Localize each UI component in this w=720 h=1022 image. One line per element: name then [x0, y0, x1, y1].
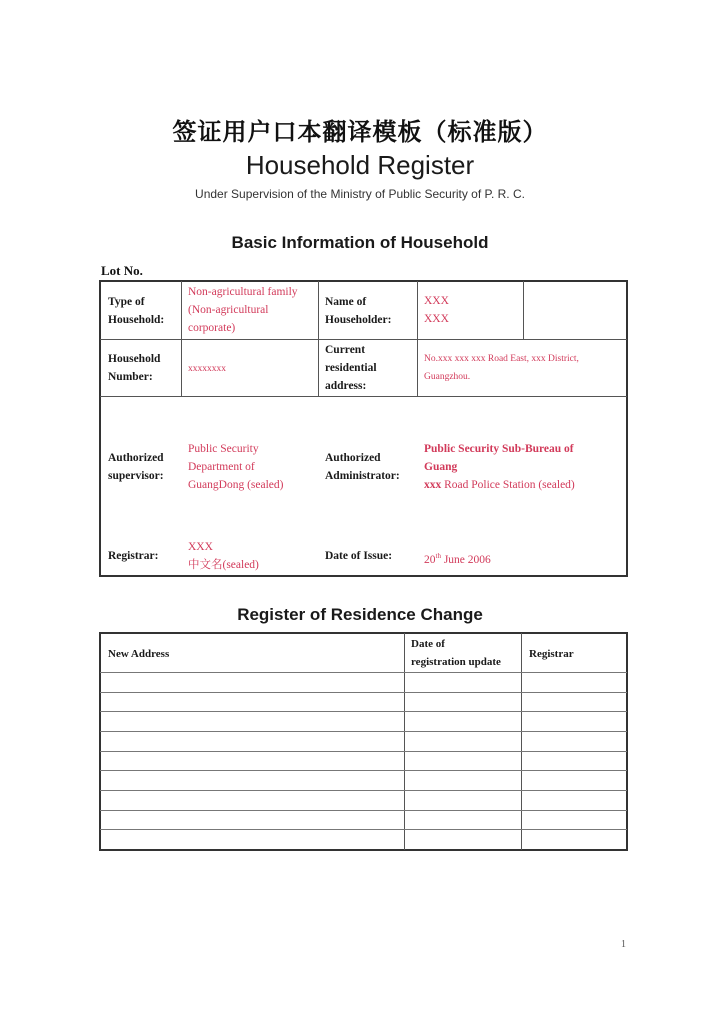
value-line: Public Security — [188, 443, 259, 455]
label-line: residential — [325, 362, 377, 374]
table-row — [100, 810, 627, 811]
type-of-household-label — [108, 293, 164, 329]
table-row — [100, 692, 627, 693]
lot-number-label: Lot No. — [101, 263, 143, 278]
table-row — [100, 829, 627, 830]
value-line: XXX — [424, 295, 449, 307]
basic-info-heading: Basic Information of Household — [231, 233, 489, 252]
chinese-title: 签证用户口本翻译模板（标准版） — [172, 118, 548, 146]
col-divider — [521, 633, 522, 850]
table-row — [100, 751, 627, 752]
current-address-value — [424, 350, 579, 386]
value-line: Non-agricultural family — [188, 286, 298, 298]
column-header-registrar: Registrar — [529, 648, 574, 660]
label-line: address: — [325, 380, 367, 392]
value-line: corporate) — [188, 322, 236, 334]
value-line: XXX — [188, 541, 213, 553]
table-row — [100, 711, 627, 712]
column-header-date — [411, 635, 501, 671]
table-row — [100, 731, 627, 732]
label-line: Number: — [108, 371, 153, 383]
value-line: Public Security Sub-Bureau of — [424, 443, 574, 455]
registrar-value — [188, 538, 259, 574]
table-row — [100, 790, 627, 791]
registrar-label: Registrar: — [108, 550, 159, 562]
household-number-value: xxxxxxxx — [188, 364, 226, 374]
current-address-label — [325, 341, 377, 395]
value-line: Guang — [424, 461, 458, 473]
label-line: Authorized — [108, 452, 164, 464]
authorized-administrator-label — [325, 449, 400, 485]
date-of-issue-label: Date of Issue: — [325, 550, 393, 562]
row-divider — [100, 396, 627, 397]
label-line: Authorized — [325, 452, 381, 464]
english-title: Household Register — [245, 150, 475, 180]
header-line: Date of — [411, 638, 445, 650]
value-line: GuangDong (sealed) — [188, 479, 284, 491]
table-row — [100, 770, 627, 771]
date-rest: June 2006 — [440, 553, 491, 566]
value-line: XXX — [424, 313, 449, 325]
value-line — [424, 476, 575, 494]
col-divider — [181, 281, 182, 396]
label-line: Household — [108, 353, 161, 365]
date-suffix: th — [435, 552, 441, 560]
value-line: Guangzhou. — [424, 372, 471, 382]
value-rest-part: Road Police Station (sealed) — [441, 479, 575, 491]
value-line: No.xxx xxx xxx Road East, xxx District, — [424, 354, 579, 364]
label-line: Household: — [108, 314, 165, 326]
householder-name-value — [424, 292, 449, 328]
residence-change-heading: Register of Residence Change — [237, 605, 483, 624]
value-line: 中文名(sealed) — [188, 559, 259, 571]
header-line: registration update — [411, 656, 501, 668]
table-row — [100, 672, 627, 673]
label-line: Administrator: — [325, 470, 400, 482]
date-of-issue-value — [424, 547, 491, 569]
page-number: 1 — [621, 939, 626, 950]
col-divider — [523, 281, 524, 339]
householder-name-label — [325, 293, 391, 329]
col-divider — [404, 633, 405, 850]
type-of-household-value — [188, 283, 298, 337]
label-line: Type of — [108, 296, 145, 308]
value-line: (Non-agricultural — [188, 304, 269, 316]
row-divider — [100, 339, 627, 340]
value-bold-part: xxx — [424, 479, 442, 491]
col-divider — [318, 281, 319, 396]
household-number-label — [108, 350, 160, 386]
label-line: Name of — [325, 296, 367, 308]
value-line: Department of — [188, 461, 255, 473]
label-line: Current — [325, 344, 366, 356]
authorized-supervisor-label — [108, 449, 164, 485]
date-day: 20 — [424, 553, 436, 566]
table-border — [99, 632, 628, 851]
label-line: Householder: — [325, 314, 392, 326]
column-header-new-address: New Address — [108, 648, 170, 660]
authorized-administrator-value — [424, 440, 575, 494]
authorized-supervisor-value — [188, 440, 283, 494]
col-divider — [417, 281, 418, 396]
label-line: supervisor: — [108, 470, 164, 482]
subtitle: Under Supervision of the Ministry of Public Security of P. R. C. — [195, 187, 525, 201]
